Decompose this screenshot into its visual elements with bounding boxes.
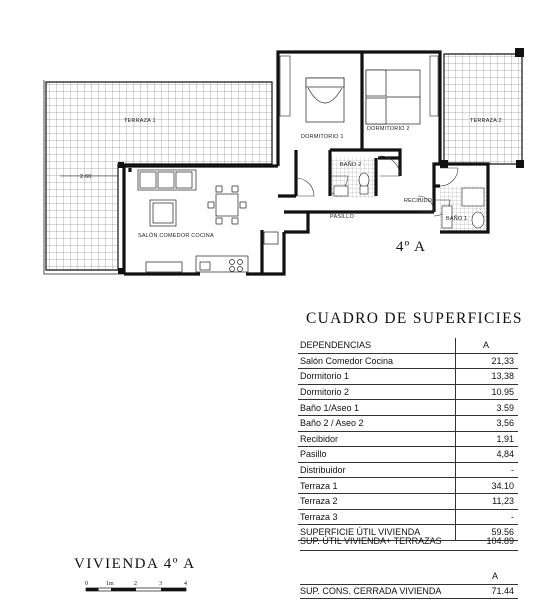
label-bano-2: BAÑO 2: [340, 162, 362, 168]
table-title: CUADRO DE SUPERFICIES: [306, 310, 523, 327]
label-dormitorio-1: DORMITORIO 1: [301, 134, 344, 140]
scale-label-3: 3: [159, 581, 162, 587]
table-row: [298, 447, 518, 463]
sofa: [138, 170, 196, 190]
row-value: 10.95: [456, 384, 519, 400]
table-row: [298, 493, 518, 509]
sup-util-terrazas-label: SUP. ÚTIL VIVIENDA+ TERRAZAS: [300, 536, 442, 546]
row-label: Salón Comedor Cocina: [298, 353, 456, 369]
table-row: [298, 478, 518, 494]
coffee-table: [150, 200, 176, 226]
table-row: [298, 415, 518, 431]
table-header-row: [298, 338, 518, 353]
scale-label-1: 1m: [106, 581, 114, 587]
row-value: 11,23: [456, 493, 519, 509]
sup-util-value: 59.56: [456, 525, 519, 541]
drawing-title: VIVIENDA 4º A: [74, 556, 196, 572]
row-value: 21,33: [456, 353, 519, 369]
label-terraza-2: TERRAZA 2: [470, 118, 502, 124]
scale-label-2: 2: [134, 581, 137, 587]
header-col: A: [456, 338, 519, 353]
label-salon: SALÓN COMEDOR COCINA: [138, 233, 214, 239]
row-label: Terraza 1: [298, 478, 456, 494]
row-label: Dormitorio 2: [298, 384, 456, 400]
table-row: [298, 462, 518, 478]
scale-bar: [84, 578, 194, 604]
row-label: Terraza 2: [298, 493, 456, 509]
row-value: 13,38: [456, 369, 519, 385]
sup-cons-label: SUP. CONS. CERRADA VIVIENDA: [300, 586, 442, 596]
label-recibidor: RECIBIDOR: [404, 198, 437, 204]
label-bano-1: BAÑO 1: [446, 216, 468, 222]
bed-dormitorio-1: [306, 78, 344, 122]
row-value: -: [456, 462, 519, 478]
scale-label-0: 0: [85, 581, 88, 587]
sup-util-label: SUPERFICIE ÚTIL VIVIENDA: [298, 525, 456, 541]
row-value: 3.59: [456, 400, 519, 416]
row-value: 1,91: [456, 431, 519, 447]
sup-util-terrazas-value: 104.89: [486, 536, 514, 546]
header-label: DEPENDENCIAS: [298, 338, 456, 353]
label-terraza-1: TERRAZA 1: [124, 118, 156, 124]
unit-label: 4º A: [396, 239, 426, 255]
dimension-label: 2.60: [80, 174, 92, 180]
areas-table: [298, 338, 518, 541]
label-dormitorio-2: DORMITORIO 2: [367, 126, 410, 132]
row-value: 34.10: [456, 478, 519, 494]
cons-col-header: A: [492, 571, 499, 581]
sup-cons-value: 71.44: [491, 586, 514, 596]
scale-label-4: 4: [184, 581, 187, 587]
table-row: [298, 384, 518, 400]
row-label: Pasillo: [298, 447, 456, 463]
row-label: Baño 2 / Aseo 2: [298, 415, 456, 431]
row-value: -: [456, 509, 519, 525]
label-pasillo: PASILLO: [330, 214, 354, 220]
row-label: Baño 1/Aseo 1: [298, 400, 456, 416]
sup-util-terrazas-row: [300, 536, 518, 546]
row-value: 4,84: [456, 447, 519, 463]
table-row: [298, 400, 518, 416]
row-label: Distribuidor: [298, 462, 456, 478]
table-row: [298, 431, 518, 447]
sup-cons-row: [300, 584, 518, 599]
row-label: Terraza 3: [298, 509, 456, 525]
row-value: 3,56: [456, 415, 519, 431]
beds-dormitorio-2: [366, 70, 420, 124]
table-row: [298, 353, 518, 369]
row-label: Dormitorio 1: [298, 369, 456, 385]
floor-plan: [0, 0, 550, 300]
terraza-2-area: [440, 48, 524, 168]
table-row: [298, 369, 518, 385]
row-label: Recibidor: [298, 431, 456, 447]
table-row: [298, 509, 518, 525]
